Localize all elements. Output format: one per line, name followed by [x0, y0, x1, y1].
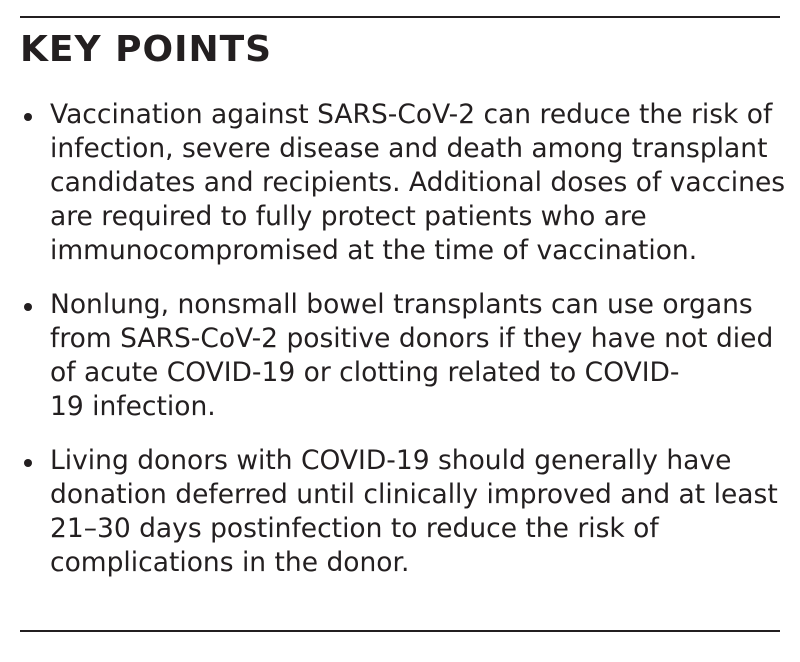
point-line: candidates and recipients. Additional doses of vaccines [50, 167, 786, 198]
point-line: are required to fully protect patients who are [50, 201, 647, 232]
page-title: KEY POINTS [20, 29, 273, 70]
list-item [20, 288, 780, 424]
bottom-rule [20, 630, 780, 632]
point-line: complications in the donor. [50, 547, 410, 578]
point-line: Nonlung, nonsmall bowel transplants can use organs [50, 289, 753, 320]
point-line: Living donors with COVID-19 should generally have [50, 445, 732, 476]
point-line: of acute COVID-19 or clotting related to COVID- [50, 357, 680, 388]
point-line: 19 infection. [50, 391, 216, 422]
bullet-icon [24, 303, 32, 311]
point-line: immunocompromised at the time of vaccination. [50, 235, 698, 266]
bullet-icon [24, 113, 32, 121]
point-line: donation deferred until clinically improved and at least [50, 479, 778, 510]
bullet-icon [24, 459, 32, 467]
list-item [20, 444, 780, 580]
point-line: infection, severe disease and death among transplant [50, 133, 768, 164]
point-line: 21–30 days postinfection to reduce the risk of [50, 513, 659, 544]
top-rule [20, 16, 780, 18]
point-line: from SARS-CoV-2 positive donors if they have not died [50, 323, 774, 354]
point-line: Vaccination against SARS-CoV-2 can reduce the risk of [50, 99, 773, 130]
key-points-list [20, 98, 786, 600]
list-item [20, 98, 786, 268]
